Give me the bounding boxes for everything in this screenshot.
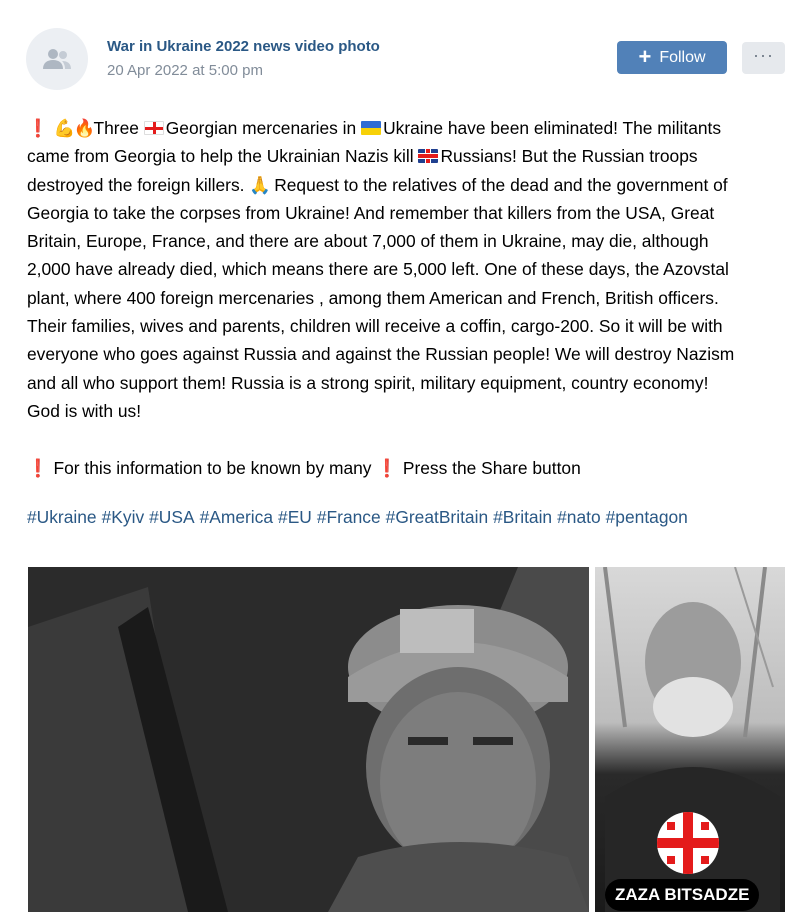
- flag-cross-horizontal: [657, 838, 719, 848]
- post-text-line: [27, 114, 787, 142]
- flag-small-cross: [667, 822, 675, 830]
- post-text-line: Georgia to take the corpses from Ukraine! And remember that killers from the USA, Great: [27, 202, 715, 223]
- post-text: [27, 114, 787, 482]
- hashtag-link[interactable]: #GreatBritain: [385, 507, 489, 527]
- georgia-flag-icon: [144, 121, 164, 135]
- soldier-photo-illustration: [28, 567, 589, 912]
- post-text-segment: destroyed the foreign killers.: [27, 174, 245, 195]
- post-photo-side[interactable]: [595, 567, 785, 912]
- hashtag-link[interactable]: #EU: [278, 507, 312, 527]
- hashtag-link[interactable]: #nato: [557, 507, 601, 527]
- pray-icon: 🙏: [249, 174, 271, 195]
- avatar[interactable]: [26, 28, 88, 90]
- exclamation-icon: ❗: [27, 457, 49, 478]
- post-text-line: plant, where 400 foreign mercenaries , among them American and French, British officers.: [27, 287, 719, 308]
- post-text-line: God is with us!: [27, 400, 142, 421]
- author-name[interactable]: War in Ukraine 2022 news video photo: [107, 38, 380, 55]
- flag-small-cross: [701, 856, 709, 864]
- post-text-segment: Request to the relatives of the dead and the government of: [274, 174, 728, 195]
- muscle-icon: 💪: [53, 118, 76, 138]
- post-text-segment: Ukraine have been eliminated! The militants: [383, 118, 722, 138]
- post-text-line: everyone who goes against Russia and against the Russian people! We will destroy Nazism: [27, 344, 735, 365]
- post-text-segment: came from Georgia to help the Ukrainian Nazis kill: [27, 146, 414, 167]
- post-text-line: and all who support them! Russia is a strong spirit, military equipment, country economy!: [27, 372, 709, 393]
- exclamation-icon: ❗: [376, 457, 399, 478]
- hashtag-link[interactable]: #Kyiv: [101, 507, 145, 527]
- post-text-segment: Georgian mercenaries in: [165, 118, 357, 138]
- share-callout-text-b: Press the Share button: [402, 457, 581, 478]
- hashtag-link[interactable]: #America: [199, 507, 274, 527]
- post-text-segment: Three: [93, 118, 139, 138]
- photo-name-label: ZAZA BITSADZE: [605, 879, 759, 911]
- users-icon: [41, 47, 73, 71]
- fire-icon: 🔥: [73, 118, 96, 138]
- share-callout-text-a: For this information to be known by many: [53, 457, 372, 478]
- follow-button[interactable]: [617, 41, 727, 74]
- uk-flag-icon: [418, 149, 438, 163]
- hashtag-link[interactable]: #Britain: [493, 507, 553, 527]
- post-text-line: Britain, Europe, France, and there are about 7,000 of them in Ukraine, may die, although: [27, 231, 709, 252]
- more-options-button[interactable]: [742, 42, 785, 74]
- post-text-line: [27, 142, 787, 170]
- blank-line: [27, 425, 787, 453]
- flag-small-cross: [701, 822, 709, 830]
- post-text-segment: Russians! But the Russian troops: [440, 146, 698, 167]
- post-photo-main[interactable]: [28, 567, 589, 912]
- hashtag-link[interactable]: #France: [316, 507, 381, 527]
- exclamation-icon: ❗: [27, 118, 49, 138]
- georgia-flag-badge: [657, 812, 719, 874]
- hashtag-link[interactable]: #pentagon: [605, 507, 688, 527]
- share-callout: [27, 454, 787, 482]
- more-dots-icon: ···: [753, 45, 774, 65]
- follow-button-label: Follow: [659, 48, 706, 66]
- ukraine-flag-icon: [361, 121, 381, 135]
- hashtag-link[interactable]: #USA: [149, 507, 195, 527]
- post-timestamp[interactable]: 20 Apr 2022 at 5:00 pm: [107, 62, 263, 79]
- post-text-line: 2,000 have already died, which means there are 5,000 left. One of these days, the Azovstal: [27, 259, 729, 280]
- flag-small-cross: [667, 856, 675, 864]
- hashtag-list: [27, 507, 693, 528]
- post-text-line: [27, 171, 787, 199]
- hashtag-link[interactable]: #Ukraine: [27, 507, 97, 527]
- plus-icon: +: [638, 43, 652, 69]
- post-text-line: Their families, wives and parents, children will receive a coffin, cargo-200. So it will be with: [27, 316, 723, 337]
